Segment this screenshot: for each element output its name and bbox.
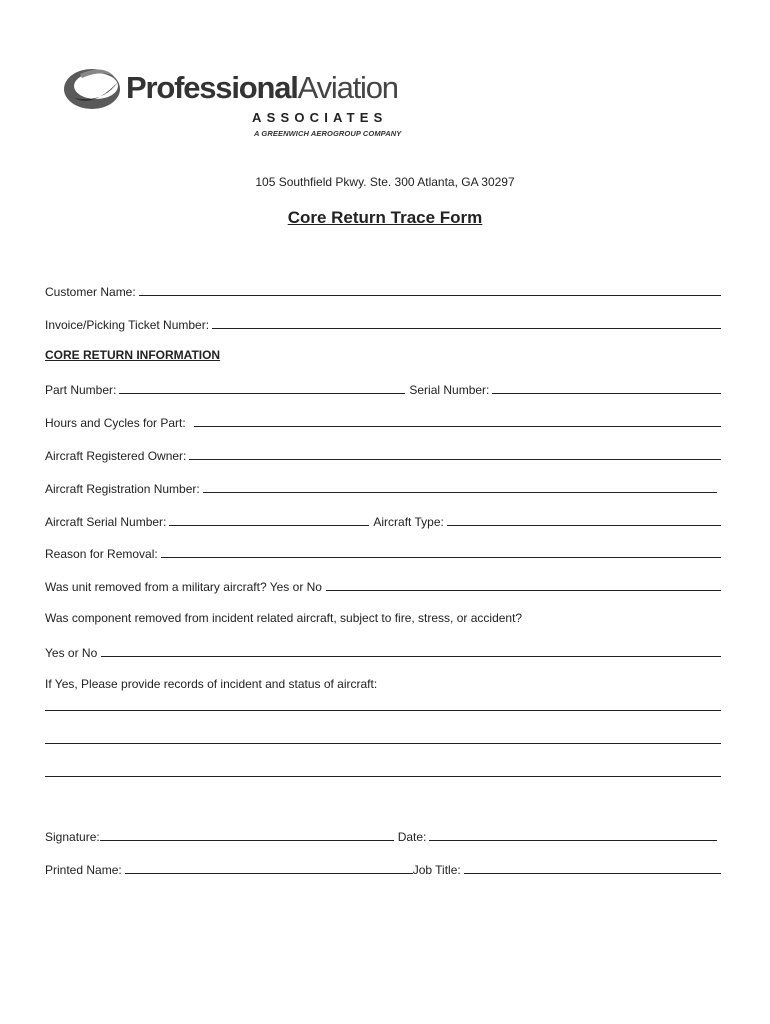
- incident-records-line-3[interactable]: [45, 776, 721, 777]
- signature-field[interactable]: [100, 840, 394, 841]
- brand-name: [126, 72, 398, 103]
- military-row: [45, 578, 721, 594]
- invoice-row: [45, 316, 721, 332]
- date-label: Date:: [397, 830, 427, 844]
- part-serial-row: [45, 381, 721, 397]
- invoice-label: Invoice/Picking Ticket Number:: [45, 318, 210, 332]
- brand-tagline: A GREENWICH AEROGROUP COMPANY: [254, 129, 402, 138]
- signature-date-row: [45, 828, 721, 844]
- printed-name-row: [45, 861, 721, 877]
- aircraft-type-label: Aircraft Type:: [373, 515, 444, 529]
- customer-name-field[interactable]: [139, 295, 721, 296]
- job-title-label: Job Title:: [412, 863, 461, 877]
- registration-number-row: [45, 480, 721, 496]
- yes-no-row: [45, 644, 721, 660]
- registration-number-field[interactable]: [203, 492, 717, 493]
- part-number-field[interactable]: [119, 393, 405, 394]
- incident-question: Was component removed from incident related aircraft, subject to fire, stress, or accident?: [45, 611, 523, 625]
- section-heading: CORE RETURN INFORMATION: [45, 348, 221, 362]
- customer-name-row: [45, 283, 721, 299]
- brand-name-light: Aviation: [297, 70, 398, 105]
- hours-cycles-row: [45, 414, 721, 430]
- printed-name-field[interactable]: [125, 873, 413, 874]
- incident-records-line-1[interactable]: [45, 710, 721, 711]
- aircraft-type-field[interactable]: [447, 525, 721, 526]
- printed-name-label: Printed Name:: [45, 863, 122, 877]
- form-title: Core Return Trace Form: [287, 208, 483, 227]
- serial-number-label: Serial Number:: [409, 383, 490, 397]
- logo-swoosh-icon: [62, 64, 122, 114]
- yes-no-label: Yes or No: [45, 646, 98, 660]
- if-yes-label: If Yes, Please provide records of incident and status of aircraft:: [45, 677, 378, 691]
- reason-removal-label: Reason for Removal:: [45, 547, 158, 561]
- reason-removal-row: [45, 545, 721, 561]
- hours-cycles-label: Hours and Cycles for Part:: [45, 416, 186, 430]
- registration-number-label: Aircraft Registration Number:: [45, 482, 200, 496]
- reason-removal-field[interactable]: [161, 557, 721, 558]
- invoice-field[interactable]: [212, 328, 721, 329]
- company-logo: [62, 62, 412, 144]
- brand-name-bold: Professional: [126, 70, 298, 105]
- serial-number-field[interactable]: [492, 393, 721, 394]
- yes-no-field[interactable]: [101, 656, 721, 657]
- aircraft-serial-label: Aircraft Serial Number:: [45, 515, 167, 529]
- incident-records-line-2[interactable]: [45, 743, 721, 744]
- aircraft-serial-type-row: [45, 513, 721, 529]
- part-number-label: Part Number:: [45, 383, 117, 397]
- customer-name-label: Customer Name:: [45, 285, 136, 299]
- hours-cycles-field[interactable]: [194, 426, 721, 427]
- registered-owner-field[interactable]: [189, 459, 721, 460]
- military-label: Was unit removed from a military aircraft? Yes or No: [45, 580, 322, 594]
- date-field[interactable]: [429, 840, 717, 841]
- registered-owner-row: [45, 447, 721, 463]
- registered-owner-label: Aircraft Registered Owner:: [45, 449, 187, 463]
- brand-associates: ASSOCIATES: [252, 110, 388, 125]
- signature-label: Signature:: [45, 830, 100, 844]
- job-title-field[interactable]: [464, 873, 721, 874]
- aircraft-serial-field[interactable]: [169, 525, 369, 526]
- company-address: 105 Southfield Pkwy. Ste. 300 Atlanta, GA 30297: [255, 175, 515, 189]
- military-field[interactable]: [326, 590, 721, 591]
